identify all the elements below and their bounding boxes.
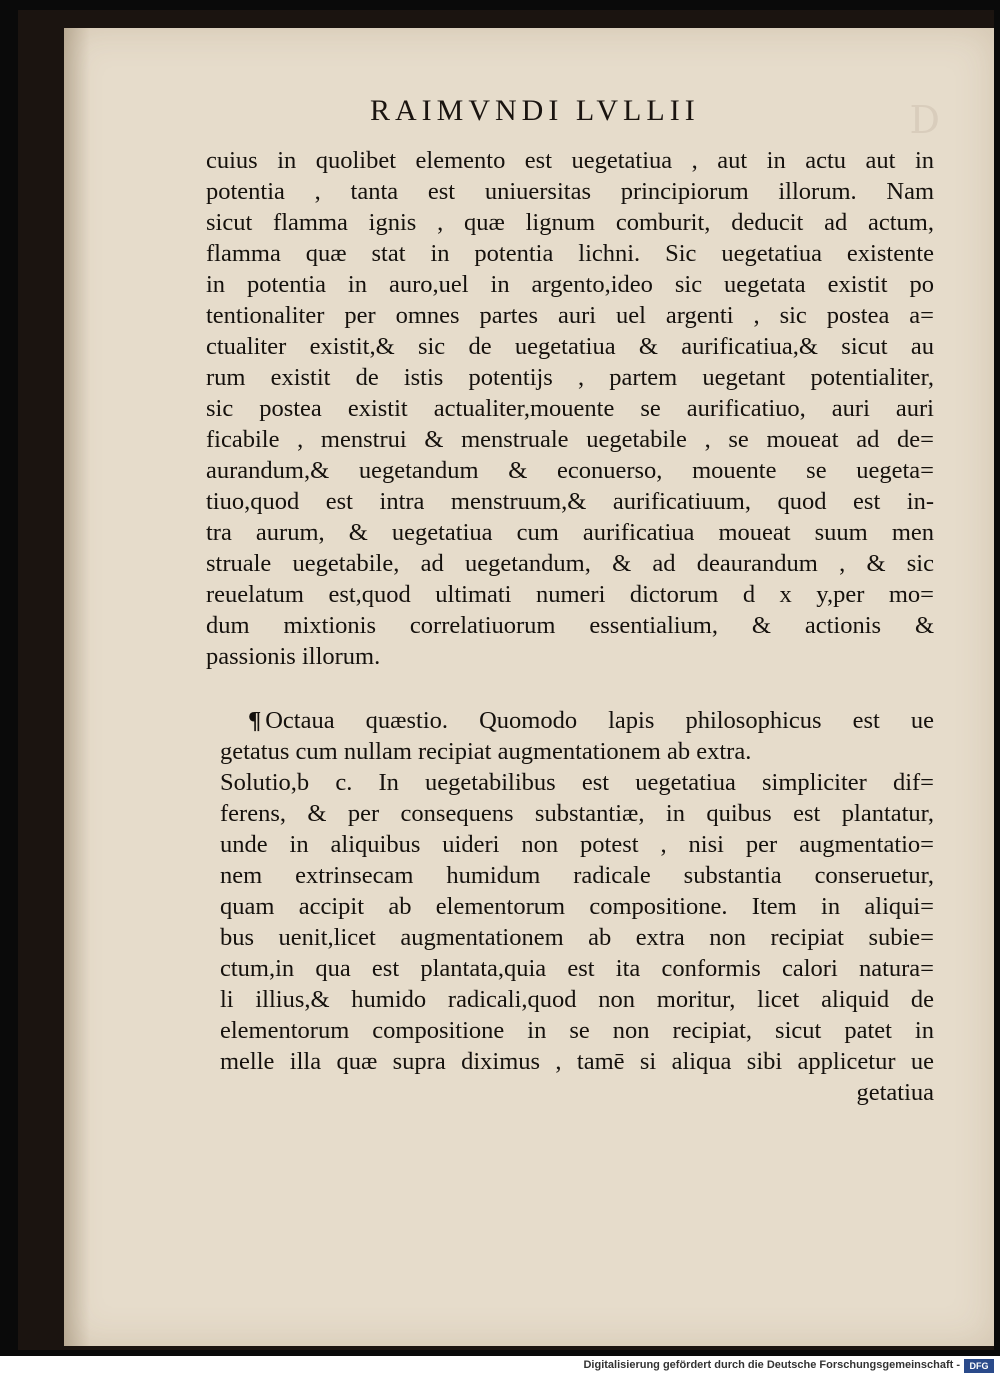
text-line: aurandum,& uegetandum & econuerso, mouente se uegeta= bbox=[206, 457, 934, 484]
paragraph-solution bbox=[206, 767, 934, 1108]
question-heading bbox=[206, 705, 934, 767]
text-line: ctum,in qua est plantata,quia est ita conformis calori natura= bbox=[220, 955, 934, 982]
text-line: passionis illorum. bbox=[206, 643, 381, 670]
text-line: potentia , tanta est uniuersitas principiorum illorum. Nam bbox=[206, 178, 934, 205]
text-line: ferens, & per consequens substantiæ, in quibus est plantatur, bbox=[220, 800, 934, 827]
text-line: li illius,& humido radicali,quod non moritur, licet aliquid de bbox=[220, 986, 934, 1013]
footer-bar bbox=[0, 1356, 1000, 1377]
pilcrow-icon: ¶ bbox=[248, 707, 262, 734]
dfg-logo-icon: DFG bbox=[964, 1359, 994, 1373]
question-title: Octaua quæstio. Quomodo lapis philosophicus est ue bbox=[265, 707, 934, 734]
text-line: ficabile , menstrui & menstruale uegetabile , se moueat ad de= bbox=[206, 426, 934, 453]
text-line: reuelatum est,quod ultimati numeri dictorum d x y,per mo= bbox=[206, 581, 934, 608]
running-head: RAIMVNDI LVLLII bbox=[370, 94, 700, 127]
text-line: elementorum compositione in se non recipiat, sicut patet in bbox=[220, 1017, 934, 1044]
text-line: nem extrinsecam humidum radicale substantia conseruetur, bbox=[220, 862, 934, 889]
text-line bbox=[206, 705, 934, 736]
text-line: melle illa quæ supra diximus , tamē si aliqua sibi applicetur ue bbox=[220, 1048, 934, 1075]
text-line: Solutio,b c. In uegetabilibus est uegetatiua simpliciter dif= bbox=[220, 769, 934, 796]
text-line: bus uenit,licet augmentationem ab extra non recipiat subie= bbox=[220, 924, 934, 951]
text-line: ctualiter existit,& sic de uegetatiua & aurificatiua,& sicut au bbox=[206, 333, 934, 360]
text-line: in potentia in auro,uel in argento,ideo sic uegetata existit po bbox=[206, 271, 934, 298]
paragraph-1 bbox=[206, 145, 934, 672]
paragraph-gap bbox=[206, 672, 934, 705]
catchword: getatiua bbox=[856, 1079, 934, 1106]
text-line: quam accipit ab elementorum compositione. Item in aliqui= bbox=[220, 893, 934, 920]
text-line: struale uegetabile, ad uegetandum, & ad deaurandum , & sic bbox=[206, 550, 934, 577]
text-line: sicut flamma ignis , quæ lignum comburit, deducit ad actum, bbox=[206, 209, 934, 236]
text-line: tiuo,quod est intra menstruum,& aurificatiuum, quod est in- bbox=[206, 488, 934, 515]
text-line: tra aurum, & uegetatiua cum aurificatiua moueat suum men bbox=[206, 519, 934, 546]
text-line: unde in aliquibus uideri non potest , nisi per augmentatio= bbox=[220, 831, 934, 858]
text-line: cuius in quolibet elemento est uegetatiua , aut in actu aut in bbox=[206, 147, 934, 174]
text-line: dum mixtionis correlatiuorum essentialium, & actionis & bbox=[206, 612, 934, 639]
text-line: getatus cum nullam recipiat augmentationem ab extra. bbox=[220, 738, 752, 765]
funding-credit: Digitalisierung gefördert durch die Deutsche Forschungsgemeinschaft - bbox=[583, 1359, 960, 1371]
bleed-through-text: D bbox=[909, 98, 954, 142]
text-line: flamma quæ stat in potentia lichni. Sic uegetatiua existente bbox=[206, 240, 934, 267]
text-line: rum existit de istis potentijs , partem uegetant potentialiter, bbox=[206, 364, 934, 391]
text-line: tentionaliter per omnes partes auri uel argenti , sic postea a= bbox=[206, 302, 934, 329]
text-line: sic postea existit actualiter,mouente se aurificatiuo, auri auri bbox=[206, 395, 934, 422]
body-text bbox=[206, 145, 934, 1108]
